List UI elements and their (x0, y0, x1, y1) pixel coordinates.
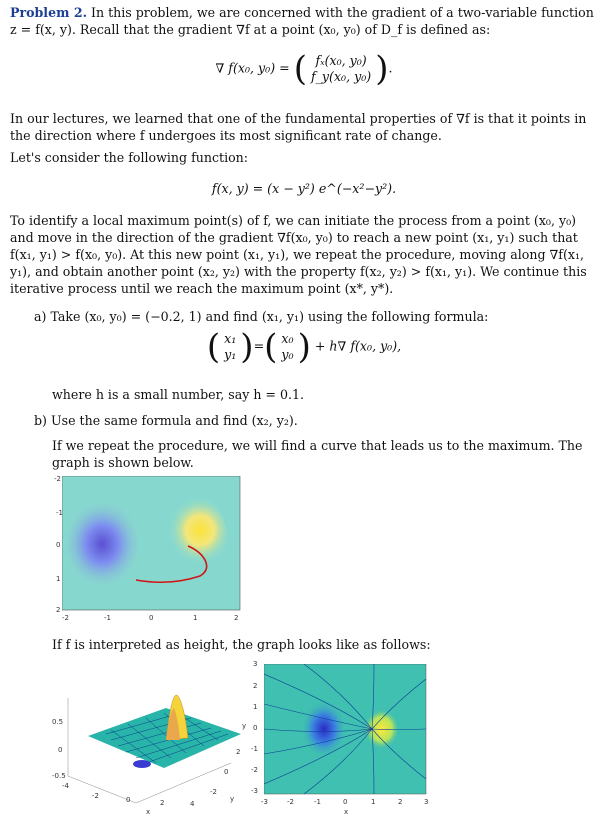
curve-paragraph: If we repeat the procedure, we will find a curve that leads us to the maximum. The graph is shown below. (52, 438, 583, 470)
plot3d-xtick: 0 (126, 796, 131, 804)
plot3d-ztick: 0 (58, 746, 63, 754)
gradient-fy: f_y(x₀, y₀) (310, 69, 372, 84)
formula-y1: y₁ (224, 347, 237, 362)
part-b (34, 412, 598, 429)
field-ytick: 2 (253, 682, 258, 690)
problem-title: Problem 2. (10, 5, 87, 20)
height-text: If f is interpreted as height, the graph looks like as follows: (52, 637, 431, 652)
plot3d-ytick: 2 (236, 748, 241, 756)
plot1-xtick: 0 (149, 614, 154, 622)
plot1-xtick: 2 (234, 614, 239, 622)
plot1-ytick: -2 (54, 475, 61, 483)
plot1-xtick: -1 (104, 614, 111, 622)
formula-tail: + h∇ f(x₀, y₀), (314, 338, 402, 354)
surface-trough (133, 760, 151, 768)
field-xtick: 2 (398, 798, 403, 806)
field-ytick: -1 (251, 745, 258, 753)
plot1-xtick: -2 (62, 614, 69, 622)
plot3d-xtick: 4 (190, 800, 195, 808)
plot3d-xlabel: x (146, 808, 151, 816)
function-formula: f(x, y) = (x − y²) e^(−x²−y²). (211, 181, 397, 196)
plot3d-ytick: 0 (224, 768, 229, 776)
intro-paragraph (10, 4, 598, 38)
field-xtick: 3 (424, 798, 429, 806)
plot1-xtick: 1 (193, 614, 198, 622)
plot1-maximum-region (137, 490, 227, 586)
plot1-ytick: 2 (56, 606, 61, 614)
gradient-lhs: ∇ f(x₀, y₀) = (215, 60, 290, 76)
plot1-ytick: -1 (56, 509, 63, 517)
plot3d-ztick: 0.5 (52, 718, 64, 726)
intro-text: In this problem, we are concerned with the gradient of a two-variable function z = f(x, y). Recall that the gradient ∇f at a point (x₀, y₀) of D_f is defined as: (10, 5, 594, 37)
part-a-label: a) (34, 309, 47, 324)
formula-x1: x₁ (224, 331, 237, 347)
field-ytick: 1 (253, 703, 258, 711)
gradient-fx: fₓ(x₀, y₀) (315, 53, 367, 69)
consider-text: Let's consider the following function: (10, 150, 249, 165)
plot3d-xtick: 2 (160, 799, 165, 807)
field-xtick: -2 (287, 798, 294, 806)
plot1-ytick: 1 (56, 575, 61, 583)
plot1-ytick: 0 (56, 541, 61, 549)
plot3d-xtick: -2 (92, 792, 99, 800)
field-xtick: -3 (261, 798, 268, 806)
gradient-field-plot (264, 664, 428, 798)
field-xtick: -1 (314, 798, 321, 806)
part-b-text: Use the same formula and find (x₂, y₂). (51, 413, 298, 428)
gradient-definition: ∇ f(x₀, y₀) = ( fₓ(x₀, y₀) f_y(x₀, y₀) ). (215, 49, 393, 89)
surface-plane (88, 708, 241, 768)
formula-x0: x₀ (281, 331, 294, 347)
plot3d-ytick: -2 (210, 788, 217, 796)
part-b-label: b) (34, 413, 47, 428)
where-h-text: where h is a small number, say h = 0.1. (52, 387, 305, 402)
part-a-text: Take (x₀, y₀) = (−0.2, 1) and find (x₁, y₁) using the following formula: (50, 309, 489, 324)
part-a (34, 308, 598, 325)
field-xlabel: x (344, 808, 349, 816)
field-ytick: 0 (253, 724, 258, 732)
field-ytick: 3 (253, 660, 258, 668)
field-ytick: -2 (251, 766, 258, 774)
field-ytick: -3 (251, 787, 258, 795)
plot3d-ztick: -0.5 (52, 772, 66, 780)
lecture-paragraph: In our lectures, we learned that one of the fundamental properties of ∇f is that it points in the direction where f undergoes its most significant rate of change. (10, 111, 587, 143)
procedure-paragraph: To identify a local maximum point(s) of f, we can initiate the process from a point (x₀, y₀) and move in the direction of the gradient ∇f(x₀, y₀) to reach a new point (x₁, y₁) such that f(x₁, y₁) > f(x₀, y₀). At this new point (x₁, y₁), we repeat the procedure, moving along ∇f(x₁, y₁), and obtain another point (x₂, y₂) with the property f(x₂, y₂) > f(x₁, y₁). We continue this iterative process until we reach the maximum point (x*, y*). (10, 213, 587, 296)
plot3d-xtick: -4 (62, 782, 69, 790)
field-ylabel: y (242, 722, 247, 730)
field-xtick: 0 (343, 798, 348, 806)
field-xtick: 1 (371, 798, 376, 806)
iteration-formula: ( x₁ y₁ )=( x₀ y₀ ) + h∇ f(x₀, y₀), (206, 327, 402, 367)
plot3d-ylabel: y (230, 795, 235, 803)
surface-3d-plot (66, 668, 256, 808)
gradient-path-plot (62, 476, 242, 614)
formula-y0: y₀ (281, 347, 294, 362)
